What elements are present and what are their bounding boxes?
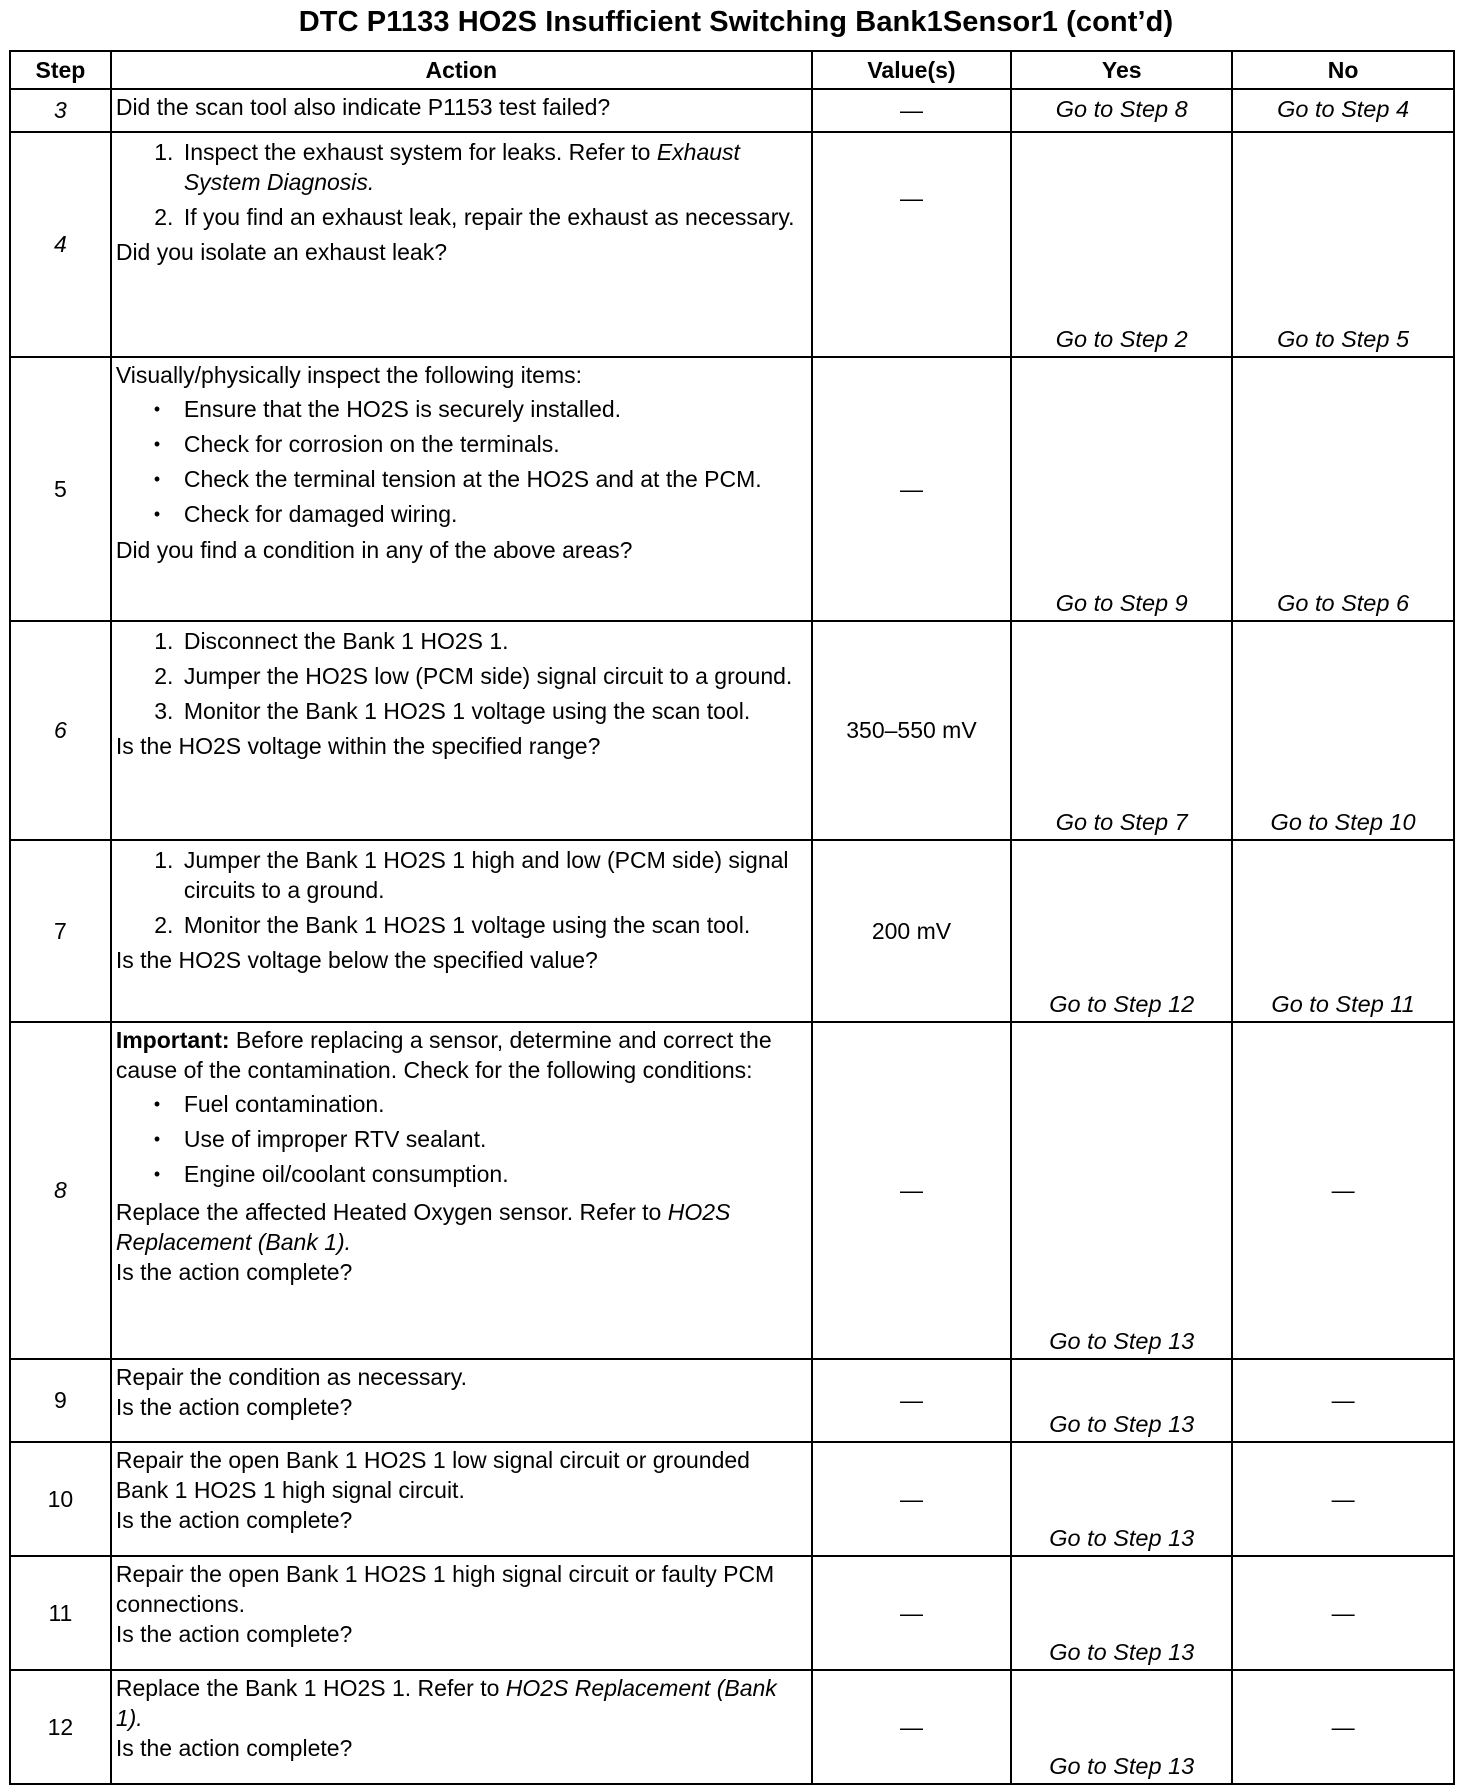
step-number: 9 (10, 1359, 111, 1442)
table-row-step-9 (10, 1359, 1454, 1442)
action-cell (111, 621, 812, 840)
replace-instruction (116, 1197, 807, 1257)
step-number: 3 (10, 89, 111, 132)
step-number: 8 (10, 1022, 111, 1359)
value-cell: — (812, 1022, 1012, 1359)
header-no: No (1232, 51, 1454, 89)
no-cell: Go to Step 6 (1232, 357, 1454, 621)
header-step: Step (10, 51, 111, 89)
list-item: 2. Monitor the Bank 1 HO2S 1 voltage using the scan tool. (180, 910, 807, 940)
step-number: 5 (10, 357, 111, 621)
action-steps-list (116, 137, 807, 232)
header-yes: Yes (1011, 51, 1232, 89)
action-text: Repair the open Bank 1 HO2S 1 low signal circuit or grounded Bank 1 HO2S 1 high signal circuit. (115, 1447, 750, 1503)
value-cell: — (812, 1359, 1012, 1442)
action-question: Is the action complete? (115, 1394, 353, 1420)
yes-cell: Go to Step 13 (1011, 1022, 1232, 1359)
yes-cell: Go to Step 13 (1011, 1670, 1232, 1784)
no-cell: — (1232, 1556, 1454, 1670)
action-cell (111, 840, 812, 1022)
yes-cell: Go to Step 13 (1011, 1556, 1232, 1670)
diagnostic-table (9, 50, 1455, 1785)
step-number: 10 (10, 1442, 111, 1556)
action-question: Is the action complete? (115, 1507, 353, 1533)
list-item: 2. Jumper the HO2S low (PCM side) signal circuit to a ground. (180, 661, 807, 691)
value-cell: — (812, 357, 1012, 621)
step-number: 7 (10, 840, 111, 1022)
action-question: Is the HO2S voltage below the specified value? (115, 947, 598, 973)
value-cell: — (812, 132, 1012, 357)
list-item: • Use of improper RTV sealant. (180, 1124, 807, 1154)
value-cell: — (812, 1442, 1012, 1556)
table-row-step-3 (10, 89, 1454, 132)
table-row-step-10 (10, 1442, 1454, 1556)
list-item: 2. If you find an exhaust leak, repair the exhaust as necessary. (180, 202, 807, 232)
action-text: Repair the open Bank 1 HO2S 1 high signal circuit or faulty PCM connections. (115, 1561, 775, 1617)
action-question: Did you find a condition in any of the above areas? (115, 537, 633, 563)
item-text: Inspect the exhaust system for leaks. Refer to (183, 139, 657, 165)
header-action: Action (111, 51, 812, 89)
yes-cell: Go to Step 8 (1011, 89, 1232, 132)
action-steps-list (116, 626, 807, 726)
list-item: 1. Disconnect the Bank 1 HO2S 1. (180, 626, 807, 656)
action-cell (111, 89, 812, 132)
list-item: • Check the terminal tension at the HO2S and at the PCM. (180, 464, 807, 494)
no-cell: — (1232, 1022, 1454, 1359)
step-number: 6 (10, 621, 111, 840)
value-cell: — (812, 1556, 1012, 1670)
list-item: 3. Monitor the Bank 1 HO2S 1 voltage using the scan tool. (180, 696, 807, 726)
table-row-step-5 (10, 357, 1454, 621)
action-question: Is the action complete? (115, 1259, 353, 1285)
action-cell (111, 1670, 812, 1784)
step-number: 12 (10, 1670, 111, 1784)
action-question: Is the action complete? (115, 1621, 353, 1647)
action-question: Is the HO2S voltage within the specified range? (115, 733, 601, 759)
table-row-step-6 (10, 621, 1454, 840)
list-item (180, 137, 807, 197)
table-row-step-12 (10, 1670, 1454, 1784)
replace-text: Replace the affected Heated Oxygen sensor. Refer to (115, 1199, 668, 1225)
action-cell (111, 1359, 812, 1442)
list-item: 1. Jumper the Bank 1 HO2S 1 high and low (PCM side) signal circuits to a ground. (180, 845, 807, 905)
step-number: 4 (10, 132, 111, 357)
action-intro: Visually/physically inspect the following items: (115, 362, 583, 388)
no-cell: Go to Step 4 (1232, 89, 1454, 132)
no-cell: — (1232, 1670, 1454, 1784)
list-item: • Fuel contamination. (180, 1089, 807, 1119)
action-cell (111, 1556, 812, 1670)
list-item: • Ensure that the HO2S is securely installed. (180, 394, 807, 424)
yes-cell: Go to Step 13 (1011, 1359, 1232, 1442)
yes-cell: Go to Step 9 (1011, 357, 1232, 621)
inspection-list (116, 394, 807, 529)
table-row-step-11 (10, 1556, 1454, 1670)
action-text (116, 1673, 807, 1733)
table-row-step-7 (10, 840, 1454, 1022)
replace-text: Replace the Bank 1 HO2S 1. Refer to (115, 1675, 506, 1701)
page-title: DTC P1133 HO2S Insufficient Switching Bank1Sensor1 (cont’d) (298, 6, 1174, 38)
list-item: • Engine oil/coolant consumption. (180, 1159, 807, 1189)
action-text: Repair the condition as necessary. (115, 1364, 467, 1390)
action-cell (111, 132, 812, 357)
table-header-row (10, 51, 1454, 89)
reference-link: HO2S Replacement (Bank 1). (115, 1199, 731, 1255)
conditions-list (116, 1089, 807, 1189)
reference-link: HO2S Replacement (Bank 1). (115, 1675, 777, 1731)
action-cell (111, 1442, 812, 1556)
table-row-step-8 (10, 1022, 1454, 1359)
no-cell: Go to Step 11 (1232, 840, 1454, 1022)
table-row-step-4 (10, 132, 1454, 357)
yes-cell: Go to Step 2 (1011, 132, 1232, 357)
reference-link: Exhaust System Diagnosis. (183, 139, 740, 195)
yes-cell: Go to Step 7 (1011, 621, 1232, 840)
list-item: • Check for damaged wiring. (180, 499, 807, 529)
action-cell (111, 1022, 812, 1359)
no-cell: Go to Step 10 (1232, 621, 1454, 840)
no-cell: Go to Step 5 (1232, 132, 1454, 357)
action-steps-list (116, 845, 807, 940)
value-cell: — (812, 89, 1012, 132)
list-item: • Check for corrosion on the terminals. (180, 429, 807, 459)
action-question: Is the action complete? (115, 1735, 353, 1761)
step-number: 11 (10, 1556, 111, 1670)
yes-cell: Go to Step 12 (1011, 840, 1232, 1022)
header-values: Value(s) (812, 51, 1012, 89)
important-label: Important: (115, 1027, 230, 1053)
important-note (116, 1025, 807, 1085)
action-cell (111, 357, 812, 621)
value-cell: 200 mV (812, 840, 1012, 1022)
yes-cell: Go to Step 13 (1011, 1442, 1232, 1556)
no-cell: — (1232, 1442, 1454, 1556)
no-cell: — (1232, 1359, 1454, 1442)
action-question: Did the scan tool also indicate P1153 test failed? (115, 94, 611, 120)
value-cell: 350–550 mV (812, 621, 1012, 840)
important-text: Before replacing a sensor, determine and correct the cause of the contamination. Check for the following conditions: (115, 1027, 772, 1083)
value-cell: — (812, 1670, 1012, 1784)
action-question: Did you isolate an exhaust leak? (115, 239, 447, 265)
